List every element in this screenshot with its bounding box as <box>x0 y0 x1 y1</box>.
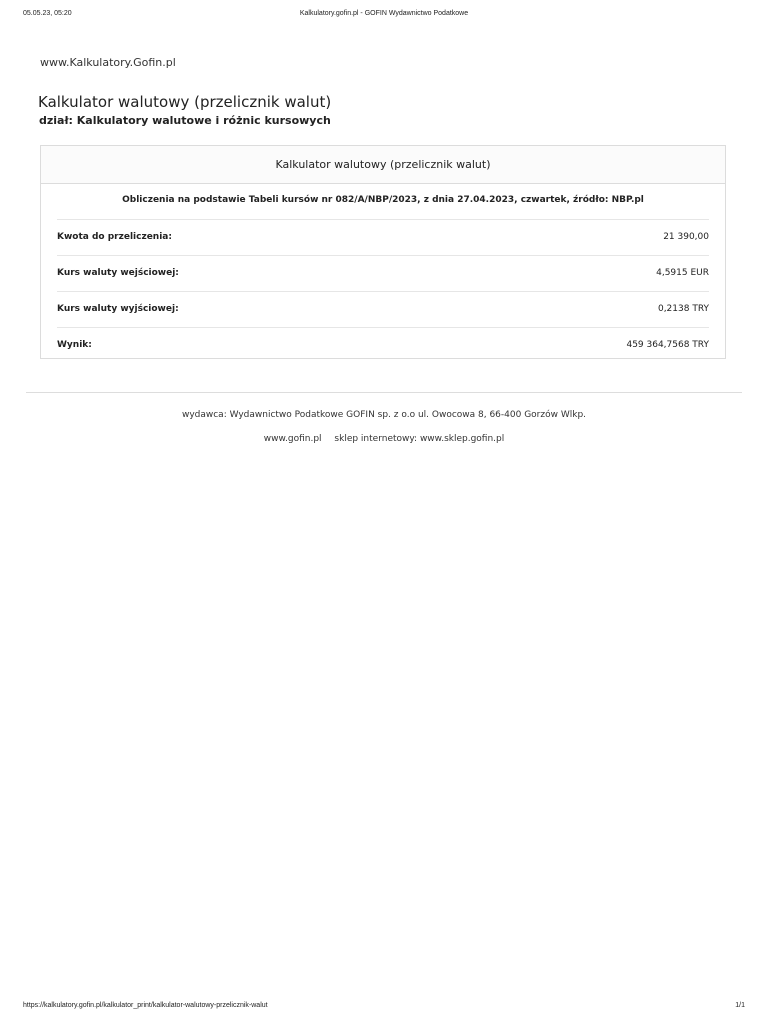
row-label: Wynik: <box>57 340 92 350</box>
result-row-output-rate <box>57 292 709 328</box>
site-home-link[interactable]: www.Kalkulatory.Gofin.pl <box>40 56 176 69</box>
result-row-input-rate <box>57 256 709 292</box>
print-footer <box>23 1002 745 1014</box>
exchange-rate-basis: Obliczenia na podstawie Tabeli kursów nr 082/A/NBP/2023, z dnia 27.04.2023, czwartek, źródło: NBP.pl <box>57 184 709 220</box>
print-url: https://kalkulatory.gofin.pl/kalkulator_print/kalkulator-walutowy-przelicznik-walut <box>23 1002 268 1009</box>
print-datetime: 05.05.23, 05:20 <box>23 10 72 17</box>
print-page-title: Kalkulatory.gofin.pl - GOFIN Wydawnictwo Podatkowe <box>299 10 469 17</box>
section-breadcrumb: dział: Kalkulatory walutowe i różnic kursowych <box>39 114 331 127</box>
row-label: Kurs waluty wejściowej: <box>57 268 179 278</box>
footer-divider <box>26 392 742 393</box>
publisher-info: wydawca: Wydawnictwo Podatkowe GOFIN sp. z o.o ul. Owocowa 8, 66-400 Gorzów Wlkp. <box>181 410 587 420</box>
calculator-header: Kalkulator walutowy (przelicznik walut) <box>41 146 725 184</box>
calculator-result-table <box>40 145 726 359</box>
row-value: 4,5915 EUR <box>656 268 709 278</box>
result-row-result <box>57 328 709 363</box>
print-header <box>23 10 745 22</box>
row-value: 459 364,7568 TRY <box>626 340 709 350</box>
gofin-site-link[interactable]: www.gofin.pl <box>263 434 322 444</box>
row-value: 0,2138 TRY <box>657 304 709 314</box>
row-value: 21 390,00 <box>663 232 709 242</box>
page-title: Kalkulator walutowy (przelicznik walut) <box>38 93 332 111</box>
footer-links <box>0 434 768 444</box>
row-label: Kwota do przeliczenia: <box>57 232 172 242</box>
row-label: Kurs waluty wyjściowej: <box>57 304 179 314</box>
result-row-amount <box>57 220 709 256</box>
shop-link[interactable]: sklep internetowy: www.sklep.gofin.pl <box>334 434 505 444</box>
print-page-number: 1/1 <box>735 1002 745 1009</box>
